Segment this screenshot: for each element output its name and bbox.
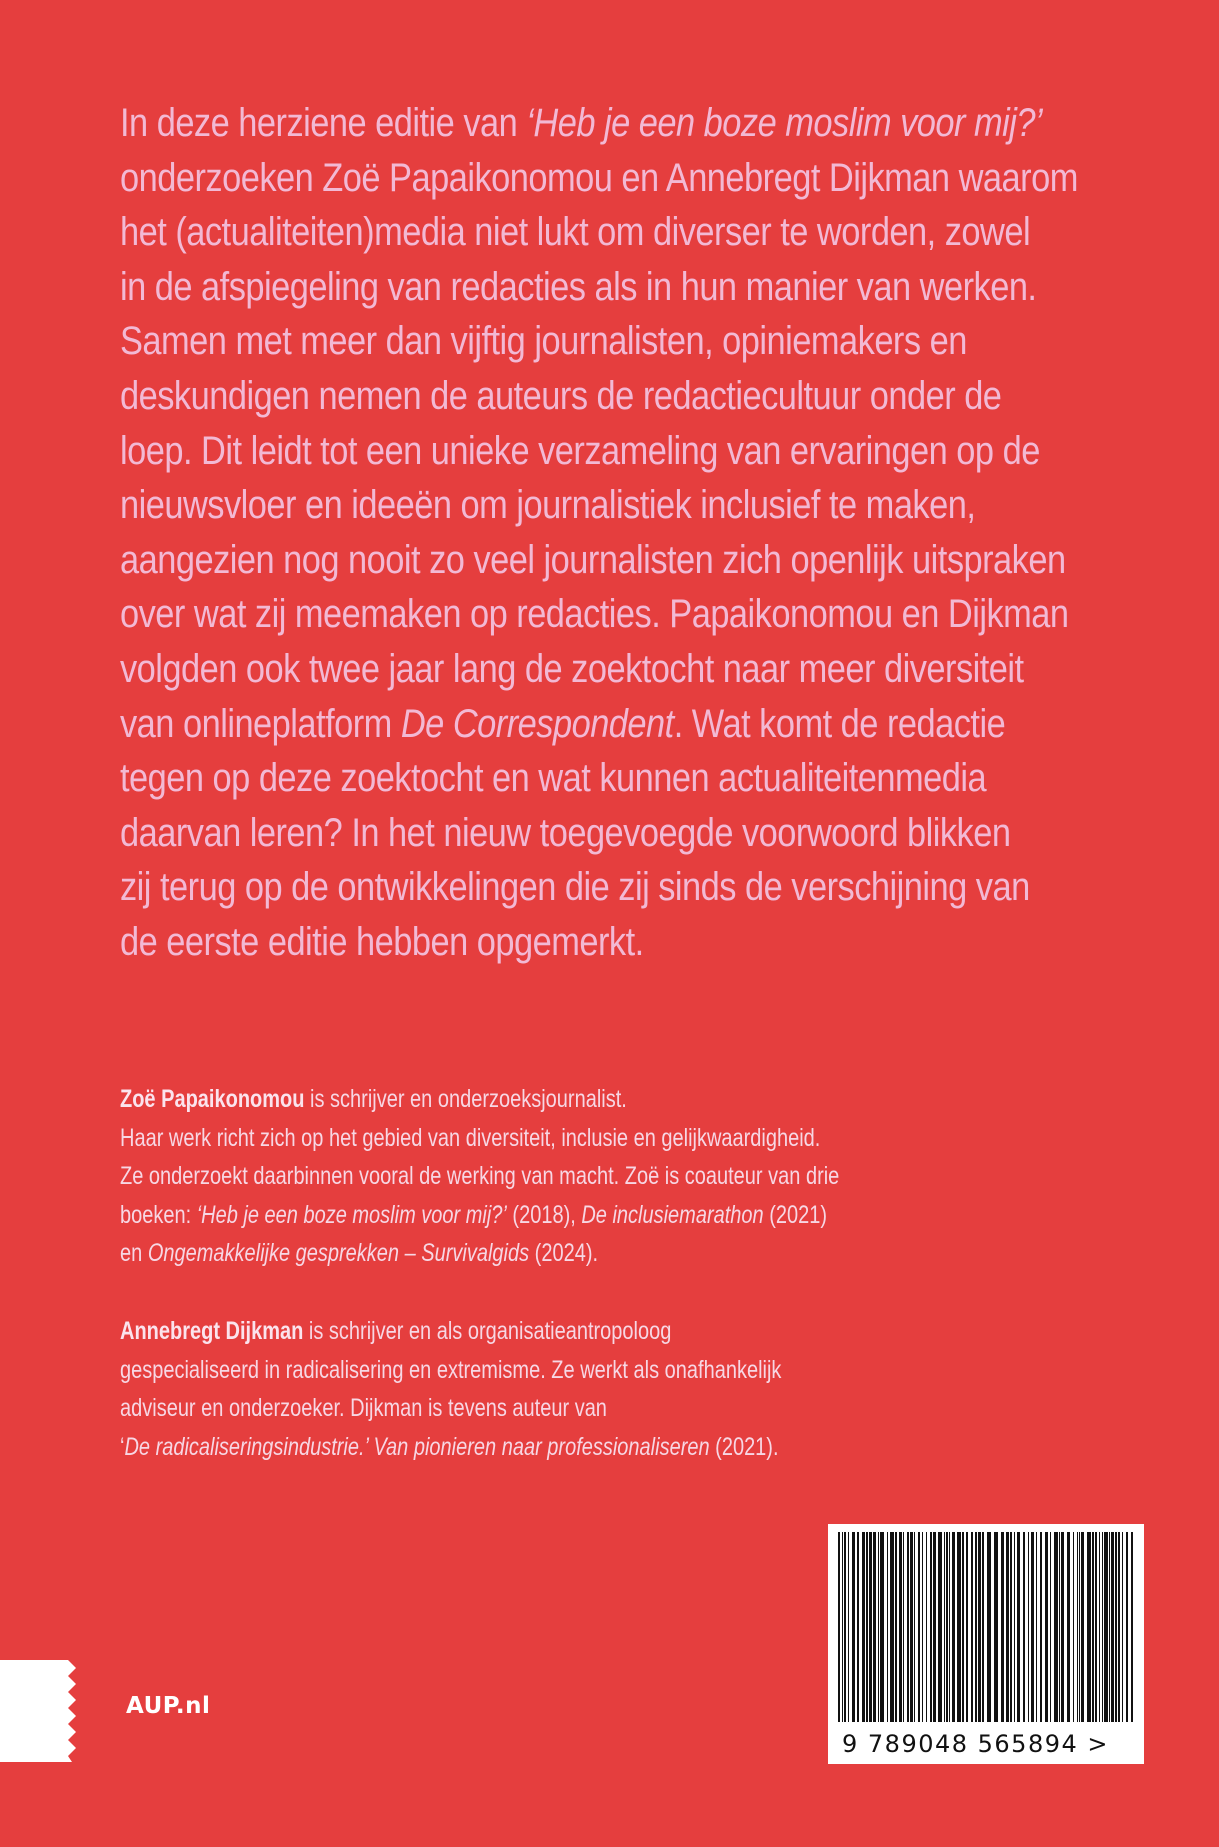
barcode-bar xyxy=(930,1532,932,1722)
barcode-bar xyxy=(1059,1532,1060,1722)
barcode-bar xyxy=(838,1532,840,1722)
barcode-bar xyxy=(899,1532,902,1722)
bio-line: Ze onderzoekt daarbinnen vooral de werking van macht. Zoë is coauteur van drie xyxy=(120,1162,840,1191)
barcode-bar xyxy=(1023,1532,1025,1722)
barcode-bar xyxy=(1122,1532,1123,1722)
barcode-bar xyxy=(922,1532,923,1722)
barcode-bar xyxy=(869,1532,872,1722)
barcode-bar xyxy=(1006,1532,1009,1722)
barcode-bar xyxy=(907,1532,909,1722)
blurb-line: aangezien nog nooit zo veel journalisten zich openlijk uitspraken xyxy=(120,537,1066,582)
bio-line: is schrijver en onderzoeksjournalist. xyxy=(304,1085,627,1113)
platform-name-italic: De Correspondent xyxy=(400,701,674,746)
barcode-bar xyxy=(878,1532,879,1722)
book-title-italic: Ongemakkelijke gesprekken – Survivalgids xyxy=(147,1239,530,1268)
barcode-bar xyxy=(1126,1532,1128,1722)
barcode-bar xyxy=(1045,1532,1048,1722)
barcode-bars-icon xyxy=(828,1524,1144,1764)
barcode-bar xyxy=(1014,1532,1015,1722)
barcode-bar xyxy=(1099,1532,1100,1722)
bio-line: en xyxy=(120,1239,148,1268)
barcode-bar xyxy=(873,1532,876,1722)
publisher-url[interactable]: AUP.nl xyxy=(126,1693,211,1719)
barcode-bar xyxy=(1067,1532,1070,1722)
barcode-bar xyxy=(949,1532,950,1722)
bio-line: Haar werk richt zich op het gebied van diversiteit, inclusie en gelijkwaardigheid. xyxy=(120,1123,821,1152)
barcode-bar xyxy=(952,1532,955,1722)
barcode-bar xyxy=(982,1532,984,1722)
blurb-line: in de afspiegeling van redacties als in hun manier van werken. xyxy=(120,264,1037,309)
barcode-bar xyxy=(946,1532,948,1722)
barcode-bar xyxy=(910,1532,913,1722)
blurb-line: zij terug op de ontwikkelingen die zij sinds de verschijning van xyxy=(120,865,1030,910)
barcode-bar xyxy=(866,1532,868,1722)
bio-line: (2018), xyxy=(506,1200,582,1229)
barcode-bar xyxy=(978,1532,981,1722)
book-title-italic: ‘Heb je een boze moslim voor mij?’ xyxy=(526,101,1043,145)
blurb-line: In deze herziene editie van xyxy=(120,101,527,145)
barcode-bar xyxy=(1054,1532,1058,1722)
blurb-line: loep. Dit leidt tot een unieke verzameling van ervaringen op de xyxy=(120,428,1040,473)
blurb-line: volgden ook twee jaar lang de zoektocht naar meer diversiteit xyxy=(120,646,1024,691)
book-title-italic: ‘Heb je een boze moslim voor mij?’ xyxy=(196,1200,507,1229)
barcode-bar xyxy=(890,1532,894,1722)
barcode-bar xyxy=(1073,1532,1074,1722)
barcode-bar xyxy=(975,1532,977,1722)
author-bio-papaikonomou xyxy=(120,1080,920,1273)
barcode-bar xyxy=(895,1532,897,1722)
barcode-bar xyxy=(1092,1532,1094,1722)
barcode-bar xyxy=(848,1532,849,1722)
barcode-bar xyxy=(938,1532,942,1722)
barcode-bar xyxy=(1095,1532,1097,1722)
barcode-bar xyxy=(1001,1532,1004,1722)
bio-line: adviseur en onderzoeker. Dijkman is tevens auteur van xyxy=(120,1394,607,1423)
barcode-bar xyxy=(1036,1532,1037,1722)
barcode-bar xyxy=(842,1532,843,1722)
blurb-line: deskundigen nemen de auteurs de redactiecultuur onder de xyxy=(120,373,1002,418)
bio-line: (2024). xyxy=(529,1239,599,1268)
blurb-line: het (actualiteiten)media niet lukt om diverser te worden, zowel xyxy=(120,210,1031,255)
bio-line: boeken: xyxy=(120,1200,197,1229)
isbn-barcode xyxy=(828,1524,1144,1764)
barcode-bar xyxy=(914,1532,915,1722)
barcode-bar xyxy=(1079,1532,1080,1722)
publisher-logo-icon xyxy=(0,1660,76,1762)
barcode-bar xyxy=(944,1532,945,1722)
barcode-bar xyxy=(1017,1532,1020,1722)
blurb-line: onderzoeken Zoë Papaikonomou en Annebregt Dijkman waarom xyxy=(120,155,1078,200)
barcode-bar xyxy=(962,1532,964,1722)
barcode-bar xyxy=(857,1532,859,1722)
barcode-bar xyxy=(994,1532,998,1722)
author-name: Zoë Papaikonomou xyxy=(120,1085,305,1113)
bio-line: ‘ xyxy=(120,1432,125,1461)
barcode-bar xyxy=(880,1532,884,1722)
barcode-bar xyxy=(862,1532,865,1722)
barcode-bar xyxy=(1061,1532,1064,1722)
barcode-bar xyxy=(926,1532,927,1722)
barcode-bar xyxy=(844,1532,846,1722)
barcode-bar xyxy=(1104,1532,1108,1722)
barcode-bar xyxy=(987,1532,991,1722)
blurb-line: over wat zij meemaken op redacties. Papaikonomou en Dijkman xyxy=(120,592,1069,637)
blurb-line: tegen op deze zoektocht en wat kunnen actualiteitenmedia xyxy=(120,756,987,801)
barcode-bar xyxy=(1131,1532,1133,1722)
barcode-bar xyxy=(1111,1532,1114,1722)
blurb-line: de eerste editie hebben opgemerkt. xyxy=(120,919,644,964)
barcode-bar xyxy=(966,1532,968,1722)
barcode-bar xyxy=(1010,1532,1012,1722)
isbn-digits: 9 789048 565894 > xyxy=(842,1730,1109,1758)
bio-line: gespecialiseerd in radicalisering en extremisme. Ze werkt als onafhankelijk xyxy=(120,1355,782,1384)
barcode-bar xyxy=(918,1532,920,1722)
book-title-italic: De radicaliseringsindustrie.’ Van pionieren naar professionaliseren xyxy=(124,1432,710,1461)
barcode-bar xyxy=(1077,1532,1078,1722)
barcode-bar xyxy=(1087,1532,1091,1722)
barcode-bar xyxy=(1109,1532,1110,1722)
barcode-bar xyxy=(1040,1532,1042,1722)
barcode-bar xyxy=(1050,1532,1051,1722)
author-name: Annebregt Dijkman xyxy=(120,1317,304,1345)
barcode-bar xyxy=(1031,1532,1034,1722)
barcode-bar xyxy=(887,1532,888,1722)
blurb-line: . Wat komt de redactie xyxy=(673,701,1006,746)
bio-line: (2021) xyxy=(763,1200,828,1229)
barcode-bar xyxy=(971,1532,973,1722)
blurb-line: daarvan leren? In het nieuw toegevoegde voorwoord blikken xyxy=(120,810,1011,855)
bio-line: (2021). xyxy=(709,1432,779,1461)
barcode-bar xyxy=(1081,1532,1084,1722)
barcode-bar xyxy=(933,1532,936,1722)
back-cover-blurb xyxy=(120,96,1083,970)
book-title-italic: De inclusiemarathon xyxy=(581,1200,764,1229)
blurb-line: nieuwsvloer en ideeën om journalistiek inclusief te maken, xyxy=(120,483,976,528)
barcode-bar xyxy=(1118,1532,1120,1722)
blurb-line: Samen met meer dan vijftig journalisten, opiniemakers en xyxy=(120,319,967,364)
barcode-bar xyxy=(852,1532,855,1722)
barcode-bar xyxy=(903,1532,904,1722)
barcode-bar xyxy=(957,1532,961,1722)
barcode-bar xyxy=(1102,1532,1103,1722)
bio-line: is schrijver en als organisatieantropoloog xyxy=(303,1317,672,1345)
blurb-line: van onlineplatform xyxy=(120,701,401,746)
barcode-bar xyxy=(1028,1532,1029,1722)
barcode-bar xyxy=(1115,1532,1117,1722)
author-bio-dijkman xyxy=(120,1312,920,1466)
